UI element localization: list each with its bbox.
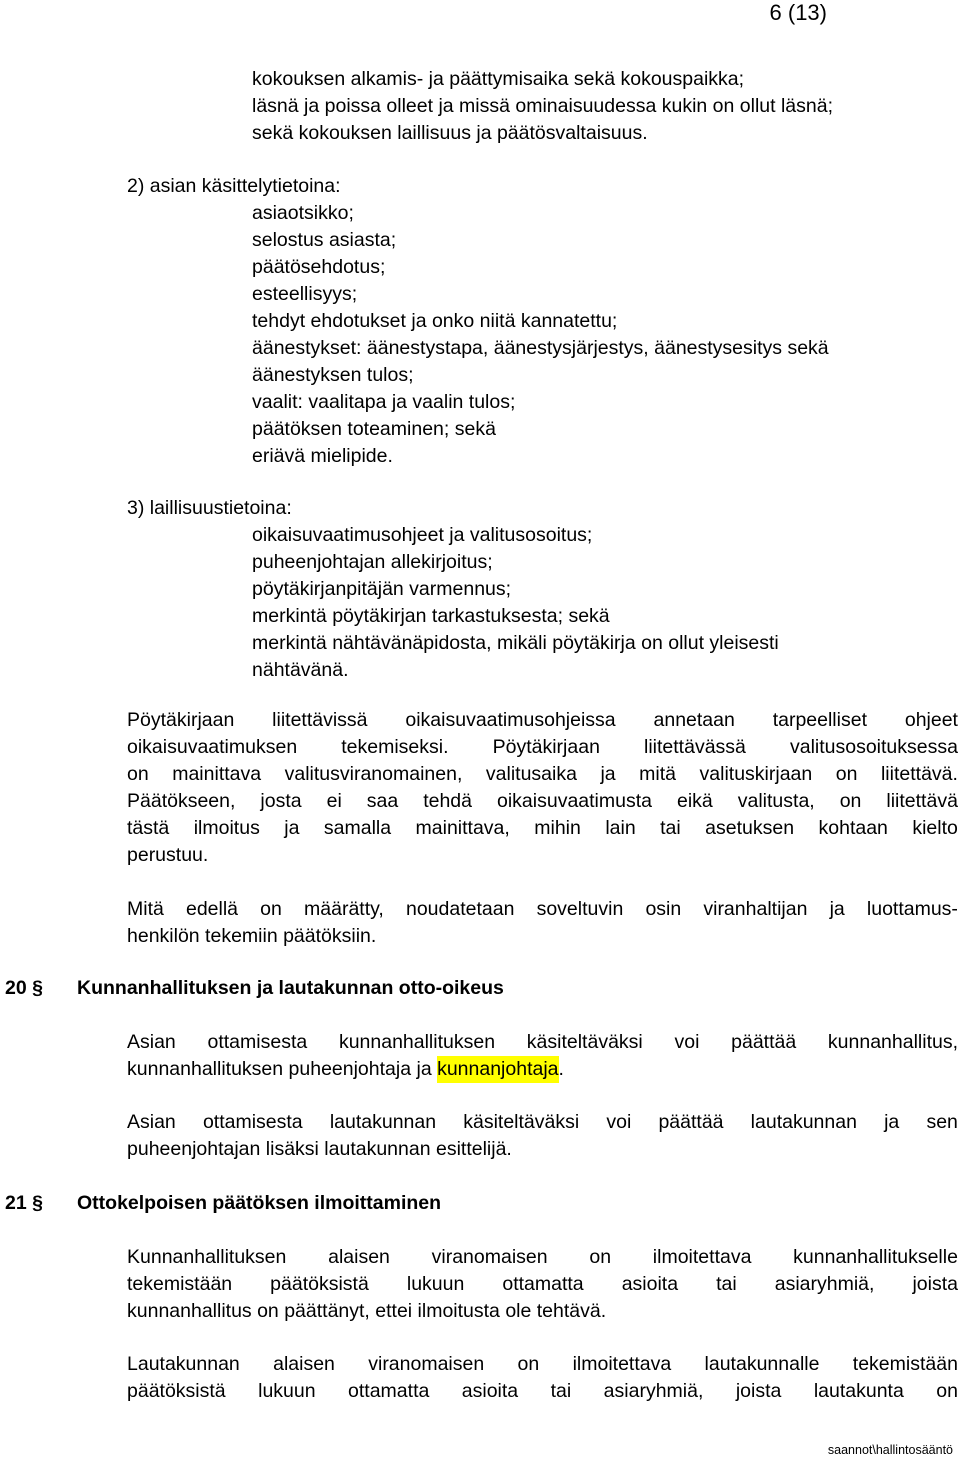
official-decisions-paragraph <box>127 896 958 950</box>
list-item: sekä kokouksen laillisuus ja päätösvaltaisuus. <box>252 122 648 144</box>
section-20-paragraph-2 <box>127 1109 958 1163</box>
section-heading <box>5 975 504 1002</box>
list-item: puheenjohtajan allekirjoitus; <box>252 551 493 573</box>
list-item: äänestyksen tulos; <box>252 364 414 386</box>
list-item: selostus asiasta; <box>252 229 397 251</box>
text-line: Mitä edellä on määrätty, noudatetaan soveltuvin osin viranhaltijan ja luottamus- <box>127 898 958 920</box>
list-item: merkintä pöytäkirjan tarkastuksesta; sekä <box>252 605 610 627</box>
page-number: 6 (13) <box>769 0 827 25</box>
list-item: äänestykset: äänestystapa, äänestysjärjestys, äänestysesitys sekä <box>252 337 829 359</box>
text-line: puheenjohtajan lisäksi lautakunnan esittelijä. <box>127 1138 512 1160</box>
list-item: päätösehdotus; <box>252 256 386 278</box>
list-item: päätöksen toteaminen; sekä <box>252 418 496 440</box>
text-line: kunnanhallitus on päättänyt, ettei ilmoitusta ole tehtävä. <box>127 1300 607 1322</box>
section-title: Kunnanhallituksen ja lautakunnan otto-oikeus <box>77 977 504 999</box>
text-line: perustuu. <box>127 844 209 866</box>
text-line: oikaisuvaatimuksen tekemiseksi. Pöytäkirjaan liitettävässä valitusosoituksessa <box>127 736 958 758</box>
footer-path: saannot\hallintosääntö <box>827 1443 953 1457</box>
list-item: eriävä mielipide. <box>252 445 393 467</box>
text-line: Lautakunnan alaisen viranomaisen on ilmoitettava lautakunnalle tekemistään <box>127 1353 958 1375</box>
legality-info-title: 3) laillisuustietoina: <box>127 497 292 519</box>
list-item: asiaotsikko; <box>252 202 354 224</box>
list-item: nähtävänä. <box>252 659 349 681</box>
text-line: Päätökseen, josta ei saa tehdä oikaisuvaatimusta eikä valitusta, on liitettävä <box>127 790 958 812</box>
section-21-paragraph-2 <box>127 1351 958 1405</box>
text-line: on mainittava valitusviranomainen, valitusaika ja mitä valituskirjaan on liitettävä. <box>127 763 958 785</box>
list-item: vaalit: vaalitapa ja vaalin tulos; <box>252 391 516 413</box>
text-line: Asian ottamisesta kunnanhallituksen käsiteltäväksi voi päättää kunnanhallitus, <box>127 1031 958 1053</box>
list-item: pöytäkirjanpitäjän varmennus; <box>252 578 512 600</box>
list-item: merkintä nähtävänäpidosta, mikäli pöytäkirja on ollut yleisesti <box>252 632 779 654</box>
text-line: päätöksistä lukuun ottamatta asioita tai asiaryhmiä, joista lautakunta on <box>127 1380 958 1402</box>
list-item: tehdyt ehdotukset ja onko niitä kannatettu; <box>252 310 618 332</box>
text-line: kunnanhallituksen puheenjohtaja ja kunnanjohtaja . <box>127 1056 958 1083</box>
list-item: läsnä ja poissa olleet ja missä ominaisuudessa kukin on ollut läsnä; <box>252 95 833 117</box>
section-20-paragraph-1 <box>127 1029 958 1083</box>
text-line: Pöytäkirjaan liitettävissä oikaisuvaatimusohjeissa annetaan tarpeelliset ohjeet <box>127 709 958 731</box>
text-line: tekemistään päätöksistä lukuun ottamatta asioita tai asiaryhmiä, joista <box>127 1273 958 1295</box>
text-line: henkilön tekemiin päätöksiin. <box>127 925 377 947</box>
section-number: 20 § <box>5 977 43 999</box>
highlighted-text: kunnanjohtaja <box>437 1056 558 1083</box>
list-item: oikaisuvaatimusohjeet ja valitusosoitus; <box>252 524 593 546</box>
section-heading <box>5 1190 441 1217</box>
appeal-instructions-paragraph <box>127 707 958 869</box>
case-info-title: 2) asian käsittelytietoina: <box>127 175 341 197</box>
list-item: kokouksen alkamis- ja päättymisaika sekä kokouspaikka; <box>252 68 745 90</box>
section-title: Ottokelpoisen päätöksen ilmoittaminen <box>77 1192 442 1214</box>
text-line: tästä ilmoitus ja samalla mainittava, mihin lain tai asetuksen kohtaan kielto <box>127 817 958 839</box>
list-item: esteellisyys; <box>252 283 358 305</box>
text-line: Asian ottamisesta lautakunnan käsiteltäväksi voi päättää lautakunnan ja sen <box>127 1111 958 1133</box>
text-line: Kunnanhallituksen alaisen viranomaisen on ilmoitettava kunnanhallitukselle <box>127 1246 958 1268</box>
section-21-paragraph-1 <box>127 1244 958 1325</box>
section-number: 21 § <box>5 1192 43 1214</box>
